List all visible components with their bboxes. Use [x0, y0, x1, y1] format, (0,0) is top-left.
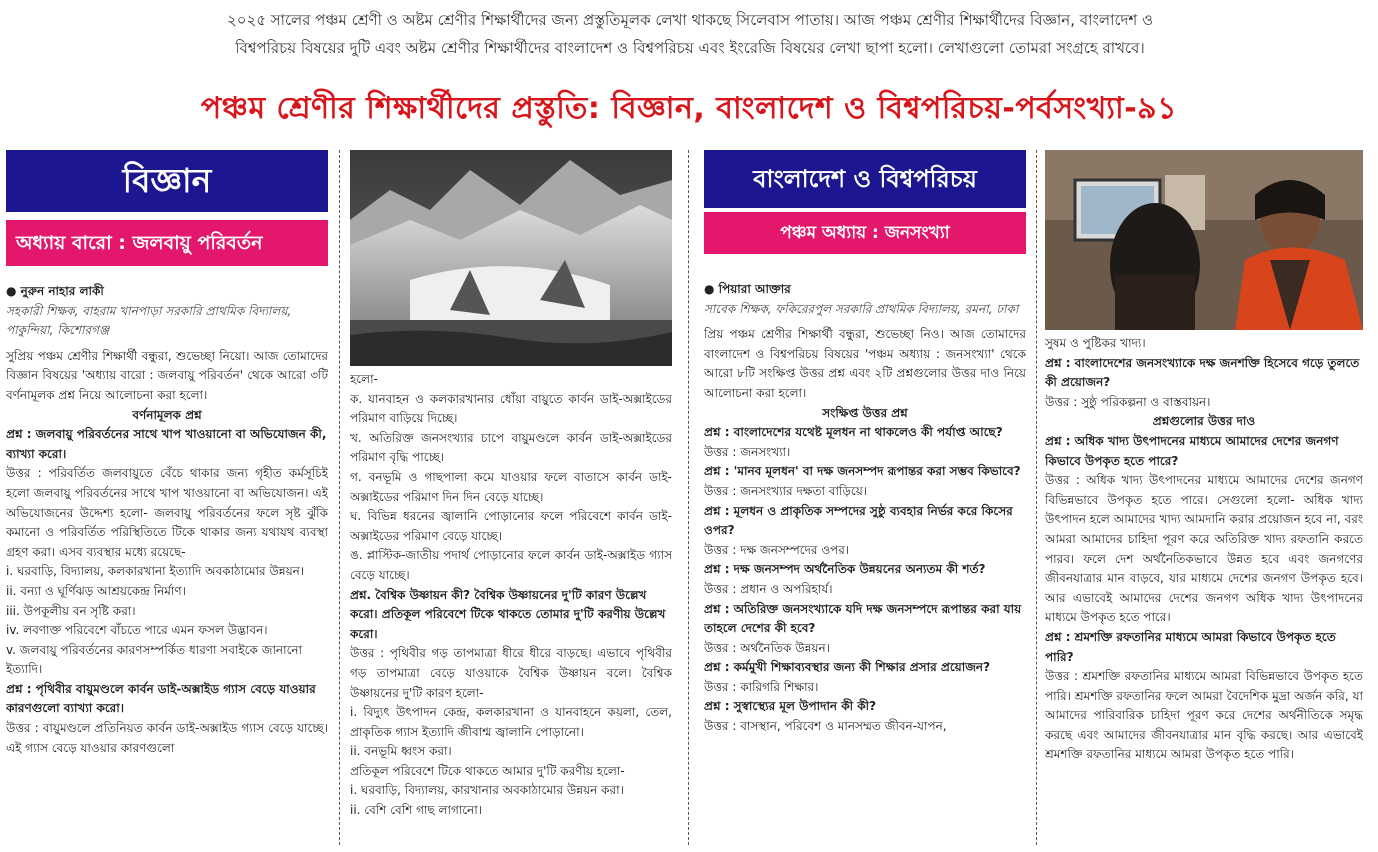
bgs-question: প্রশ্ন : সুস্বাস্থ্যের মূল উপাদান কী কী?	[704, 699, 877, 714]
bgs-question: প্রশ্ন : মূলধন ও প্রাকৃতিক সম্পদের সুষ্ঠু ব্যবহার নির্ভর করে কিসের ওপর?	[704, 503, 1013, 538]
bgs-greeting: প্রিয় পঞ্চম শ্রেণীর শিক্ষার্থী বন্ধুরা, শুভেচ্ছা নিও। আজ তোমাদের বাংলাদেশ ও বিশ্বপরিচয় বিষয়ের 'পঞ্চম অধ্যায় : জনসংখ্যা' থেকে আরো ৮টি সংক্ষিপ্ত উত্তর প্রশ্ন এবং ২টি প্রশ্নগুলোর উত্তর দাও নিয়ে আলোচনা করা হলো।	[704, 327, 1026, 400]
bgs-answer-9: উত্তর : অধিক খাদ্য উৎপাদনের মাধ্যমে আমাদের দেশের জনগণ বিভিন্নভাবে উপকৃত হতে পারে। সেগুলো হলো- অধিক খাদ্য উৎপাদন হলে আমাদের খাদ্য আমদানি করার প্রয়োজন হবে না, বরং আমরা আমাদের চাহিদা পূরণ করে অতিরিক্ত খাদ্য রফতানি করতে পারব। ফলে দেশ অর্থনৈতিকভাবে উন্নত হবে এবং জনগণের জীবনযাত্রার মান বাড়বে, যার মাধ্যমে দেশের জনগণ উপকৃত হবে। আর এভাবেই আমাদের দেশের জনগণ অধিক খাদ্য উৎপাদনের মাধ্যমে উপকৃত হতে পারে।	[1045, 473, 1363, 625]
science-reason-item: খ. অতিরিক্ত জনসংখ্যার চাপে বায়ুমণ্ডলে কার্বন ডাই-অক্সাইডের পরিমাণ বৃদ্ধি পাচ্ছে।	[350, 430, 672, 465]
science-list-item: ii. বন্যা ও ঘূর্ণিঝড় আশ্রয়কেন্দ্র নির্মাণ।	[6, 583, 186, 598]
bgs-answer: উত্তর : কারিগরি শিক্ষার।	[704, 679, 819, 694]
science-cause-item: i. বিদ্যুৎ উৎপাদন কেন্দ্র, কলকারখানা ও যানবাহনে কয়লা, তেল, প্রাকৃতিক গ্যাস ইত্যাদি জীবাশ্ম জ্বালানি পোড়ানো।	[350, 705, 672, 739]
bgs-question: প্রশ্ন : বাংলাদেশের যথেষ্ট মূলধন না থাকলেও কী পর্যাপ্ত আছে?	[704, 425, 1003, 440]
bgs-author-title: সাবেক শিক্ষক, ফকিরেরপুল সরকারি প্রাথমিক বিদ্যালয়, রমনা, ঢাকা	[704, 301, 1019, 316]
classroom-photo	[1045, 150, 1363, 330]
science-list-item: i. ঘরবাড়ি, বিদ্যালয়, কলকারখানা ইত্যাদি অবকাঠামোর উন্নয়ন।	[6, 564, 305, 579]
bgs-section-title-2: প্রশ্নগুলোর উত্তর দাও	[1152, 414, 1256, 429]
science-greeting: সুপ্রিয় পঞ্চম শ্রেণীর শিক্ষার্থী বন্ধুরা, শুভেচ্ছা নিয়ো। আজ তোমাদের বিজ্ঞান বিষয়ের 'অধ্যায় বারো : জলবায়ু পরিবর্তন' থেকে আরো ৩টি বর্ণনামূলক প্রশ্ন নিয়ে আলোচনা করা হলো।	[6, 348, 328, 402]
science-section-title: বর্ণনামূলক প্রশ্ন	[132, 407, 202, 422]
column-divider	[339, 150, 340, 845]
science-continued-lead: হলো-	[350, 372, 378, 386]
bgs-answer: উত্তর : বাসস্থান, পরিবেশ ও মানসম্মত জীবন-যাপন,	[704, 719, 947, 734]
science-duties-lead: প্রতিকূল পরিবেশে টিকে থাকতে আমার দু'টি করণীয় হলো-	[350, 763, 625, 778]
science-author: ● নুরুন নাহার লাকী	[6, 284, 104, 298]
bgs-subject-box: বাংলাদেশ ও বিশ্বপরিচয়	[704, 150, 1026, 208]
science-list-item: iii. উপকূলীয় বন সৃষ্টি করা।	[6, 603, 136, 618]
science-answer-1: উত্তর : পরিবর্তিত জলবায়ুতে বেঁচে থাকার জন্য গৃহীত কর্মসূচিই হলো জলবায়ু পরিবর্তনের সাথে খাপ খাওয়ানো বা অভিযোজন। এই অভিযোজনের উদ্দেশ্য হলো- জলবায়ু পরিবর্তনের ফলে সৃষ্ট ঝুঁকি কমানো ও পরিবর্তিত পরিস্থিতিতে টিকে থাকার জন্য যথাযথ ব্যবস্থা গ্রহণ করা। এসব ব্যবস্থার মধ্যে রয়েছে-	[6, 466, 328, 559]
column-divider	[688, 150, 689, 845]
science-list-item: iv. লবণাক্ত পরিবেশে বাঁচতে পারে এমন ফসল উদ্ভাবন।	[6, 623, 268, 638]
intro-line-2: বিশ্বপরিচয় বিষয়ের দুটি এবং অষ্টম শ্রেণীর শিক্ষার্থীদের বাংলাদেশ ও বিশ্বপরিচয় এবং ইংরেজি বিষয়ের লেখা ছাপা হলো। লেখাগুলো তোমরা সংগ্রহে রাখবে।	[235, 39, 1145, 57]
science-chapter-box: অধ্যায় বারো : জলবায়ু পরিবর্তন	[6, 220, 328, 266]
bgs-answer-10: উত্তর : শ্রমশক্তি রফতানির মাধ্যমে আমরা বিভিন্নভাবে উপকৃত হতে পারি। শ্রমশক্তি রফতানির ফলে আমরা বৈদেশিক মুদ্রা অর্জন করি, যা আমাদের পারিবারিক চাহিদা পূরণ করে দেশের অর্থনীতিকে সমৃদ্ধ করছে এবং আমাদের জীবনযাত্রার মান বৃদ্ধি করছে। আর এভাবেই শ্রমশক্তি রফতানির মাধ্যমে আমরা উপকৃত হতে পারি।	[1045, 669, 1363, 762]
science-reason-item: ক. যানবাহন ও কলকারখানার ধোঁয়া বায়ুতে কার্বন ডাই-অক্সাইডের পরিমাণ বাড়িয়ে দিচ্ছে।	[350, 391, 672, 426]
bgs-answer: উত্তর : অর্থনৈতিক উন্নয়ন।	[704, 640, 830, 655]
bgs-section-title: সংক্ষিপ্ত উত্তর প্রশ্ন	[822, 405, 908, 420]
science-duty-item: i. ঘরবাড়ি, বিদ্যালয়, কারখানার অবকাঠামোর উন্নয়ন করা।	[350, 783, 624, 798]
bgs-answer: উত্তর : জনসংখ্যা।	[704, 444, 791, 459]
glacier-image	[350, 150, 672, 366]
science-duty-item: ii. বেশি বেশি গাছ লাগানো।	[350, 803, 483, 818]
bgs-column	[704, 150, 1026, 845]
science-answer-3: উত্তর : পৃথিবীর গড় তাপমাত্রা ধীরে ধীরে বাড়ছে। এভাবে পৃথিবীর গড় তাপমাত্রা বেড়ে যাওয়াকে বৈশ্বিক উষ্ণায়ন বলে। বৈশ্বিক উষ্ণায়নের দু'টি কারণ হলো-	[350, 646, 672, 700]
bgs-question-10: প্রশ্ন : শ্রমশক্তি রফতানির মাধ্যমে আমরা কিভাবে উপকৃত হতে পারি?	[1045, 629, 1336, 664]
bgs-author: ● পিয়ারা আক্তার	[704, 282, 791, 296]
science-question-2: প্রশ্ন : পৃথিবীর বায়ুমণ্ডলে কার্বন ডাই-অক্সাইড গ্যাস বেড়ে যাওয়ার কারণগুলো ব্যাখ্যা করো।	[6, 681, 316, 716]
bgs-question: প্রশ্ন : অতিরিক্ত জনসংখ্যাকে যদি দক্ষ জনসম্পদে রূপান্তর করা যায় তাহলে দেশের কী হবে?	[704, 601, 1022, 636]
science-author-title: সহকারী শিক্ষক, বাহরাম খানপাড়া সরকারি প্রাথমিক বিদ্যালয়, পাকুন্দিয়া, কিশোরগঞ্জ	[6, 303, 292, 338]
science-reason-item: গ. বনভূমি ও গাছপালা কমে যাওয়ার ফলে বাতাসে কার্বন ডাই-অক্সাইডের পরিমাণ দিন দিন বেড়ে যাচ্ছে।	[350, 469, 672, 504]
intro-line-1: ২০২৫ সালের পঞ্চম শ্রেণী ও অষ্টম শ্রেণীর শিক্ষার্থীদের জন্য প্রস্তুতিমূলক লেখা থাকছে সিলেবাস পাতায়। আজ পঞ্চম শ্রেণীর শিক্ষার্থীদের বিজ্ঞান, বাংলাদেশ ও	[226, 11, 1154, 29]
column-divider	[1036, 150, 1037, 845]
bgs-answer: উত্তর : জনসংখ্যার দক্ষতা বাড়িয়ে।	[704, 483, 868, 498]
science-cause-item: ii. বনভূমি ধ্বংস করা।	[350, 744, 452, 759]
bgs-answer: উত্তর : দক্ষ জনসম্পদের ওপর।	[704, 542, 850, 557]
page-headline: পঞ্চম শ্রেণীর শিক্ষার্থীদের প্রস্তুতি: বিজ্ঞান, বাংলাদেশ ও বিশ্বপরিচয়-পর্বসংখ্যা-৯১	[200, 91, 1178, 126]
bgs-continued-lead: সুষম ও পুষ্টিকর খাদ্য।	[1045, 336, 1146, 350]
bgs-answer-8: উত্তর : সুষ্ঠু পরিকল্পনা ও বাস্তবায়ন।	[1045, 394, 1211, 409]
bgs-question: প্রশ্ন : 'মানব মূলধন' বা দক্ষ জনসম্পদ রূপান্তর করা সম্ভব কিভাবে?	[704, 464, 1021, 479]
bgs-question-8: প্রশ্ন : বাংলাদেশের জনসংখ্যাকে দক্ষ জনশক্তি হিসেবে গড়ে তুলতে কী প্রয়োজন?	[1045, 355, 1360, 390]
science-question-1: প্রশ্ন : জলবায়ু পরিবর্তনের সাথে খাপ খাওয়ানো বা অভিযোজন কী, ব্যাখ্যা করো।	[6, 427, 327, 461]
science-list-item: v. জলবায়ু পরিবর্তনের কারণসম্পর্কিত ধারণা সবাইকে জানানো ইত্যাদি।	[6, 642, 303, 677]
bgs-question-9: প্রশ্ন : অধিক খাদ্য উৎপাদনের মাধ্যমে আমাদের দেশের জনগণ কিভাবে উপকৃত হতে পারে?	[1045, 433, 1339, 468]
bgs-question: প্রশ্ন : দক্ষ জনসম্পদ অর্থনৈতিক উন্নয়নের অন্যতম কী শর্ত?	[704, 562, 986, 577]
science-column	[6, 150, 328, 845]
classroom-image	[1045, 150, 1363, 330]
intro-text	[10, 6, 1370, 62]
science-reason-item: ঙ. প্লাস্টিক-জাতীয় পদার্থ পোড়ানোর ফলে কার্বন ডাই-অক্সাইড গ্যাস বেড়ে যাচ্ছে।	[350, 548, 672, 582]
bgs-chapter-box: পঞ্চম অধ্যায় : জনসংখ্যা	[704, 212, 1026, 254]
glacier-photo	[350, 150, 672, 366]
science-reason-item: ঘ. বিভিন্ন ধরনের জ্বালানি পোড়ানোর ফলে পরিবেশে কার্বন ডাই-অক্সাইডের পরিমাণ বেড়ে যাচ্ছে।	[350, 509, 672, 543]
bgs-continued-column	[1045, 334, 1363, 844]
science-continued-column	[350, 370, 672, 845]
bgs-question: প্রশ্ন : কর্মমুখী শিক্ষাব্যবস্থার জন্য কী শিক্ষার প্রসার প্রয়োজন?	[704, 660, 991, 675]
science-question-3: প্রশ্ন. বৈশ্বিক উষ্ণায়ন কী? বৈশ্বিক উষ্ণায়নের দু'টি কারণ উল্লেখ করো। প্রতিকূল পরিবেশে টিকে থাকতে তোমার দু'টি করণীয় উল্লেখ করো।	[350, 587, 666, 641]
science-subject-box: বিজ্ঞান	[6, 150, 328, 212]
science-answer-2: উত্তর : বায়ুমণ্ডলে প্রতিনিয়ত কার্বন ডাই-অক্সাইড গ্যাস বেড়ে যাচ্ছে। এই গ্যাস বেড়ে যাওয়ার কারণগুলো	[6, 721, 328, 755]
bgs-answer: উত্তর : প্রধান ও অপরিহার্য।	[704, 581, 833, 596]
